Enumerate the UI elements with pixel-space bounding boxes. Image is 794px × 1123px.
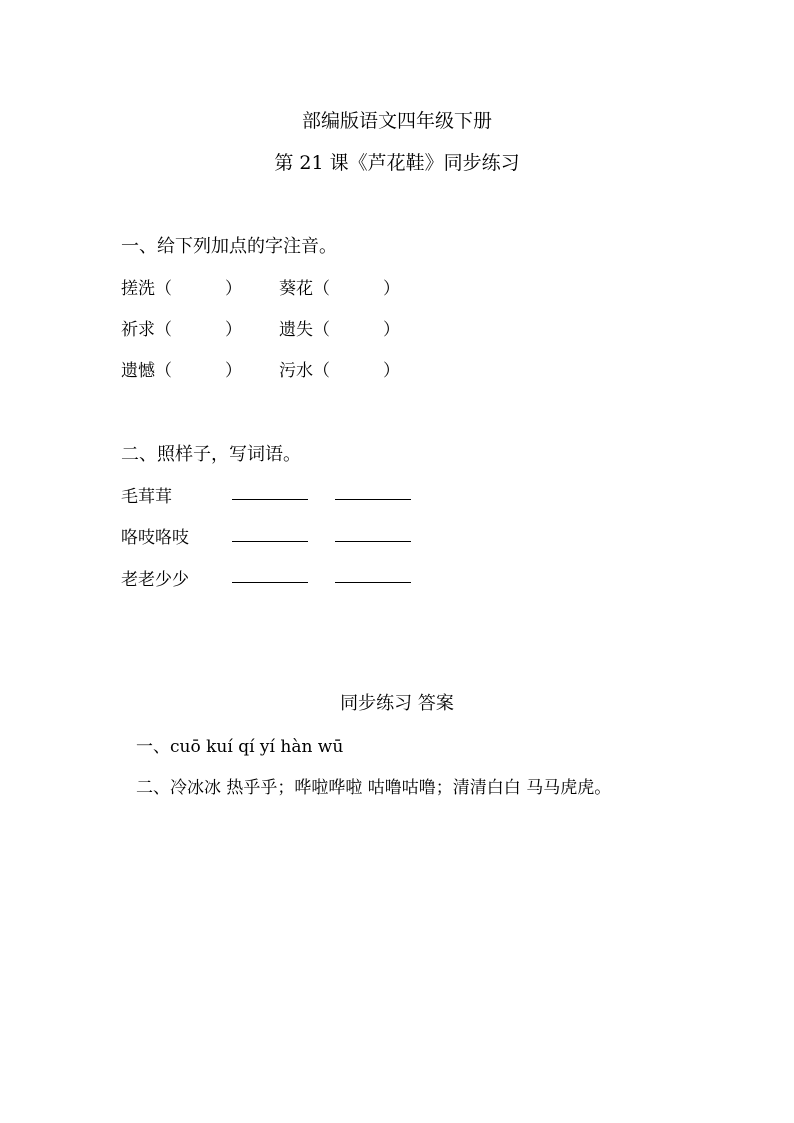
pinyin-item-close: ）	[225, 361, 242, 381]
pinyin-item-word: 遗失（	[279, 320, 330, 340]
pinyin-item-word: 葵花（	[279, 279, 330, 299]
pinyin-item-close: ）	[225, 320, 242, 340]
title-line-1: 部编版语文四年级下册	[301, 110, 492, 132]
answer-blank[interactable]	[335, 582, 411, 583]
example-word: 老老少少	[121, 570, 189, 590]
answer-blank[interactable]	[335, 499, 411, 500]
answer-blank[interactable]	[335, 541, 411, 542]
answer-blank[interactable]	[232, 541, 308, 542]
title-line-2: 第 21 课《芦花鞋》同步练习	[274, 152, 520, 174]
pinyin-item-close: ）	[383, 320, 400, 340]
answer-blank[interactable]	[232, 582, 308, 583]
answers-title: 同步练习 答案	[340, 693, 454, 714]
pinyin-item-word: 污水（	[279, 361, 330, 381]
section2-heading: 二、照样子，写词语。	[121, 444, 301, 465]
pinyin-item-close: ）	[383, 361, 400, 381]
pinyin-item-word: 祈求（	[121, 320, 172, 340]
answer-blank[interactable]	[232, 499, 308, 500]
answers-line-1: 一、cuō kuí qí yí hàn wū	[136, 737, 344, 757]
pinyin-item-word: 搓洗（	[121, 279, 172, 299]
pinyin-item-close: ）	[225, 279, 242, 299]
example-word: 毛茸茸	[121, 487, 172, 507]
section1-heading: 一、给下列加点的字注音。	[121, 236, 337, 257]
pinyin-item-word: 遗憾（	[121, 361, 172, 381]
answers-line-2: 二、冷冰冰 热乎乎；哗啦哗啦 咕噜咕噜；清清白白 马马虎虎。	[136, 778, 612, 798]
example-word: 咯吱咯吱	[121, 528, 189, 548]
pinyin-item-close: ）	[383, 279, 400, 299]
